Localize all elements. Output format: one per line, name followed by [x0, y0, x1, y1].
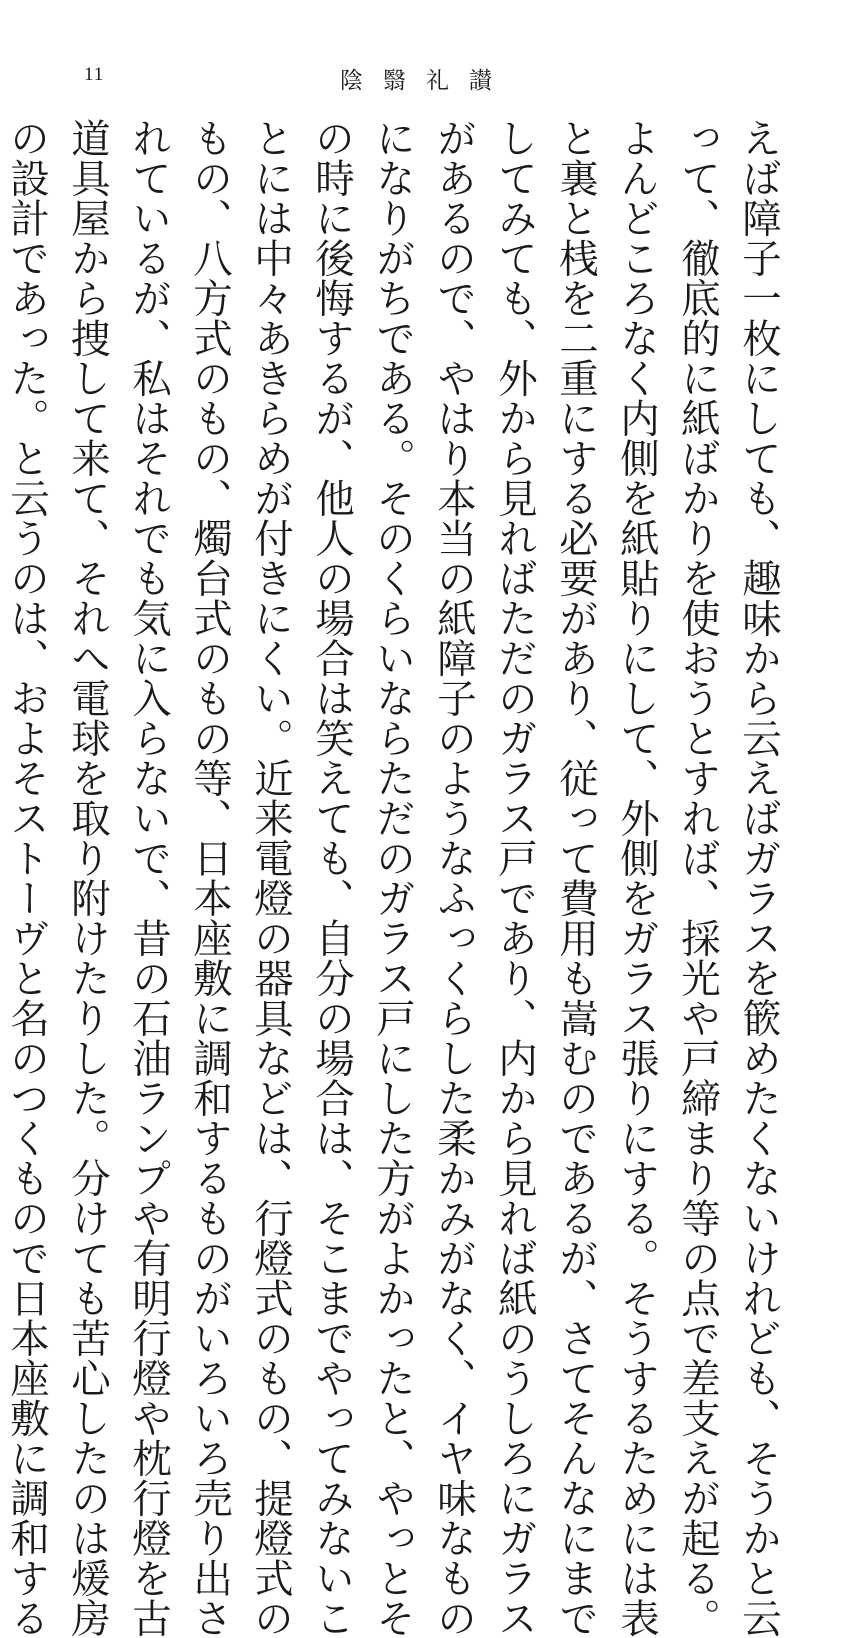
- body-text: [4, 118, 789, 1638]
- text-column-5: してみても、外から見ればただのガラス戸であり、内から見れば紙のうしろにガラス: [492, 118, 538, 1638]
- text-column-3: よんどころなく内側を紙貼りにして、外側をガラス張りにする。そうするためには表: [614, 118, 660, 1638]
- running-title: 陰翳礼讃: [340, 68, 512, 94]
- text-column-1: えば障子一枚にしても、趣味から云えばガラスを篏めたくないけれども、そうかと云: [736, 118, 782, 1638]
- text-column-2: って、徹底的に紙ばかりを使おうとすれば、採光や戸締まり等の点で差支えが起る。: [675, 118, 721, 1638]
- text-column-7: になりがちである。そのくらいならただのガラス戸にした方がよかったと、やっとそ: [370, 118, 416, 1638]
- text-column-8: の時に後悔するが、他人の場合は笑えても、自分の場合は、そこまでやってみないこ: [309, 118, 355, 1638]
- text-column-9: とには中々あきらめが付きにくい。近来電燈の器具などは、行燈式のもの、提燈式の: [248, 118, 294, 1638]
- text-column-13: の設計であった。と云うのは、およそストーヴと名のつくもので日本座敷に調和する: [4, 118, 50, 1638]
- text-column-6: があるので、やはり本当の紙障子のようなふっくらした柔かみがなく、イヤ味なもの: [431, 118, 477, 1638]
- text-column-4: と裏と桟を二重にする必要があり、従って費用も嵩むのであるが、さてそんなにまで: [553, 118, 599, 1638]
- text-column-11: れているが、私はそれでも気に入らないで、昔の石油ランプや有明行燈や枕行燈を古: [126, 118, 172, 1638]
- text-column-10: もの、八方式のもの、燭台式のもの等、日本座敷に調和するものがいろいろ売り出さ: [187, 118, 233, 1638]
- text-column-12: 道具屋から捜して来て、それへ電球を取り附けたりした。分けても苦心したのは煖房: [65, 118, 111, 1638]
- page-number: 11: [84, 64, 105, 85]
